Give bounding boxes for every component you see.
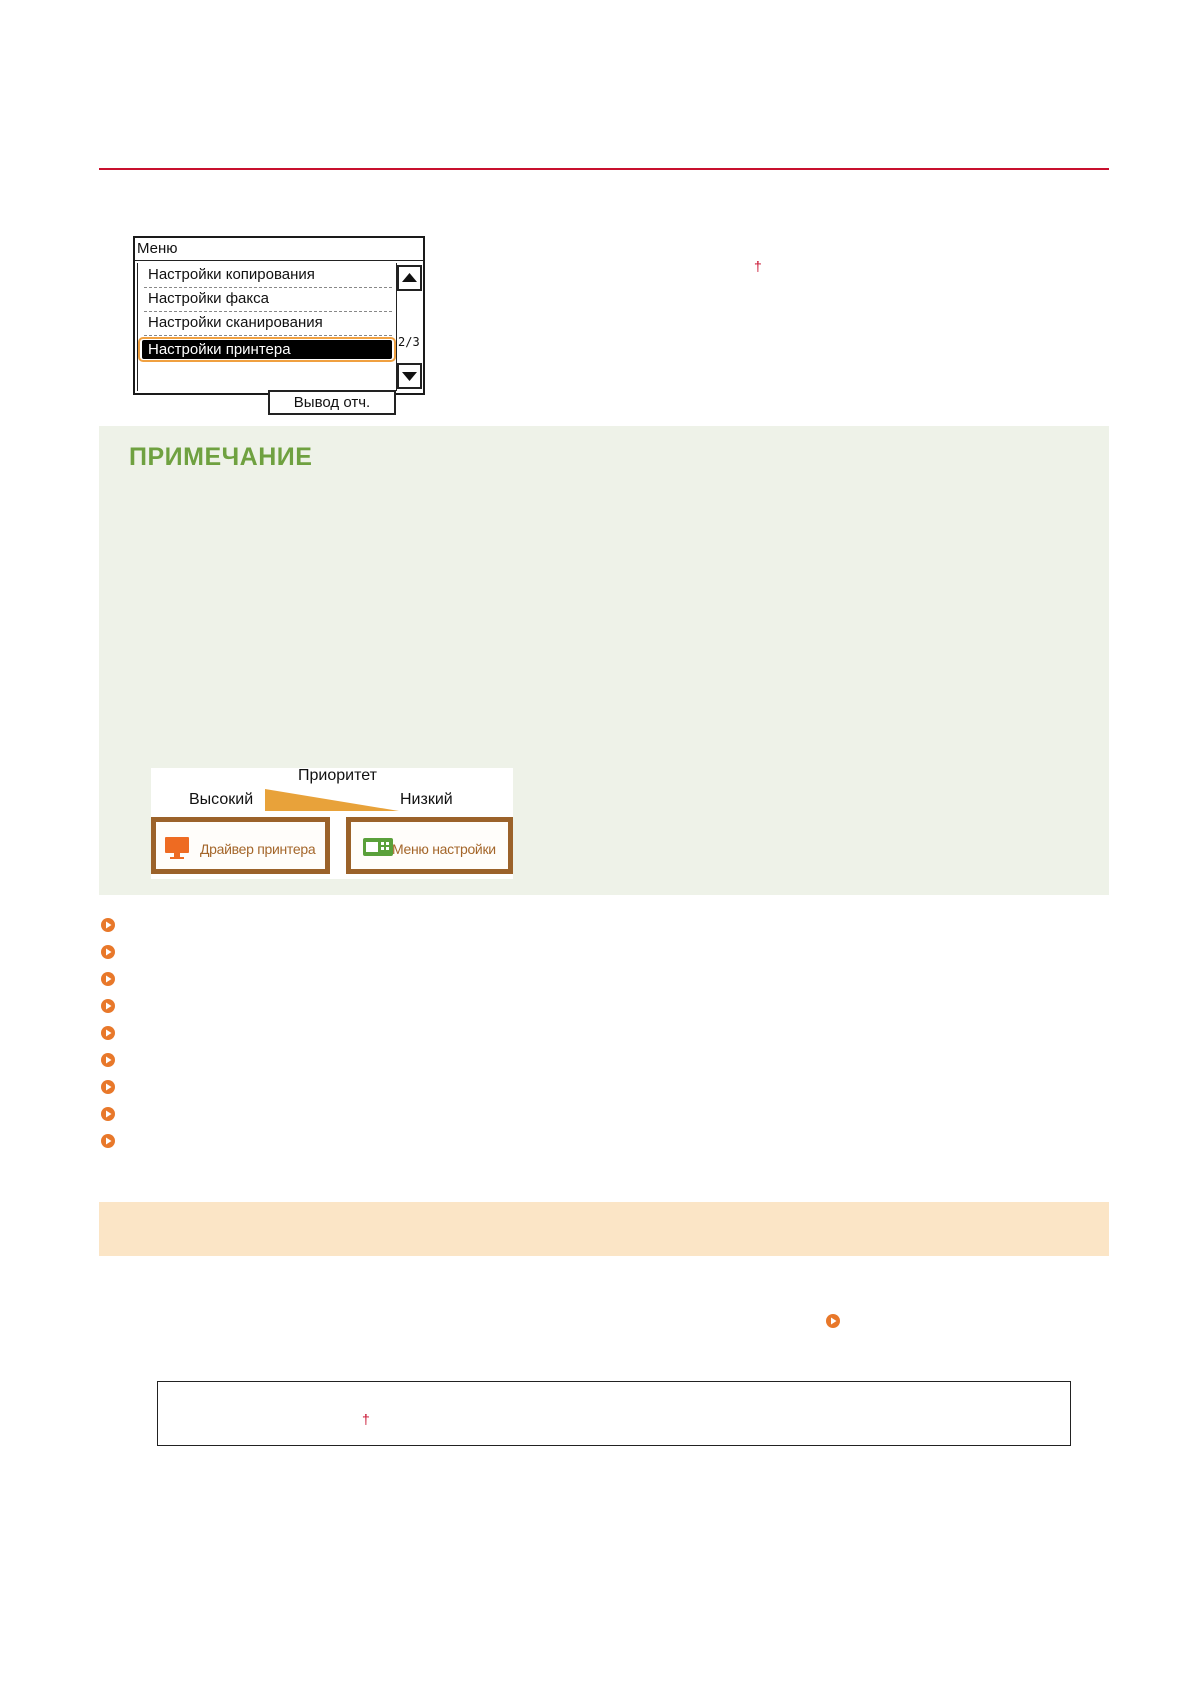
printer-driver-label: Драйвер принтера — [200, 841, 316, 857]
lcd-menu-screen — [133, 236, 425, 411]
priority-figure — [151, 768, 513, 879]
lcd-page-indicator: 2/3 — [398, 335, 420, 349]
section-header-bar — [99, 1202, 1109, 1256]
link-bullet-icon[interactable] — [100, 998, 116, 1014]
lcd-item-printer-settings[interactable]: Настройки принтера — [148, 341, 291, 358]
lcd-menu-list — [137, 263, 397, 411]
priority-heading: Приоритет — [298, 767, 377, 784]
link-bullet-icon[interactable] — [100, 1025, 116, 1041]
info-box — [157, 1381, 1071, 1446]
note-box — [99, 426, 1109, 895]
lcd-selection-highlight — [138, 337, 396, 362]
control-panel-icon — [363, 838, 393, 856]
link-bullet-icon[interactable] — [100, 1133, 116, 1149]
triangle-down-icon — [399, 365, 420, 387]
lcd-scrollbar — [396, 263, 422, 391]
priority-wedge — [265, 789, 399, 811]
link-bullet-icon[interactable] — [825, 1313, 841, 1329]
note-title: ПРИМЕЧАНИЕ — [129, 443, 313, 471]
setup-menu-label: Меню настройки — [392, 841, 496, 857]
lcd-item-copy-settings[interactable]: Настройки копирования — [148, 266, 315, 283]
lcd-item-fax-settings[interactable]: Настройки факса — [148, 290, 269, 307]
footnote-mark: † — [754, 258, 762, 274]
lcd-item-scan-settings[interactable]: Настройки сканирования — [148, 314, 323, 331]
priority-high-label: Высокий — [189, 791, 254, 808]
triangle-up-icon — [399, 267, 420, 289]
lcd-title-divider — [135, 260, 423, 261]
monitor-icon — [164, 836, 190, 860]
header-rule — [99, 168, 1109, 170]
link-bullet-icon[interactable] — [100, 944, 116, 960]
lcd-title: Меню — [137, 240, 178, 257]
link-bullet-icon[interactable] — [100, 1052, 116, 1068]
printer-driver-tag — [151, 817, 330, 874]
link-bullet-icon[interactable] — [100, 1079, 116, 1095]
footnote-mark: † — [362, 1411, 370, 1427]
priority-low-label: Низкий — [400, 791, 453, 808]
lcd-item-separator — [144, 335, 392, 336]
scroll-down-button[interactable] — [397, 363, 422, 389]
link-bullet-icon[interactable] — [100, 1106, 116, 1122]
scroll-up-button[interactable] — [397, 265, 422, 291]
link-bullet-icon[interactable] — [100, 917, 116, 933]
setup-menu-tag — [346, 817, 513, 874]
report-output-button[interactable]: Вывод отч. — [268, 390, 396, 415]
link-bullet-icon[interactable] — [100, 971, 116, 987]
